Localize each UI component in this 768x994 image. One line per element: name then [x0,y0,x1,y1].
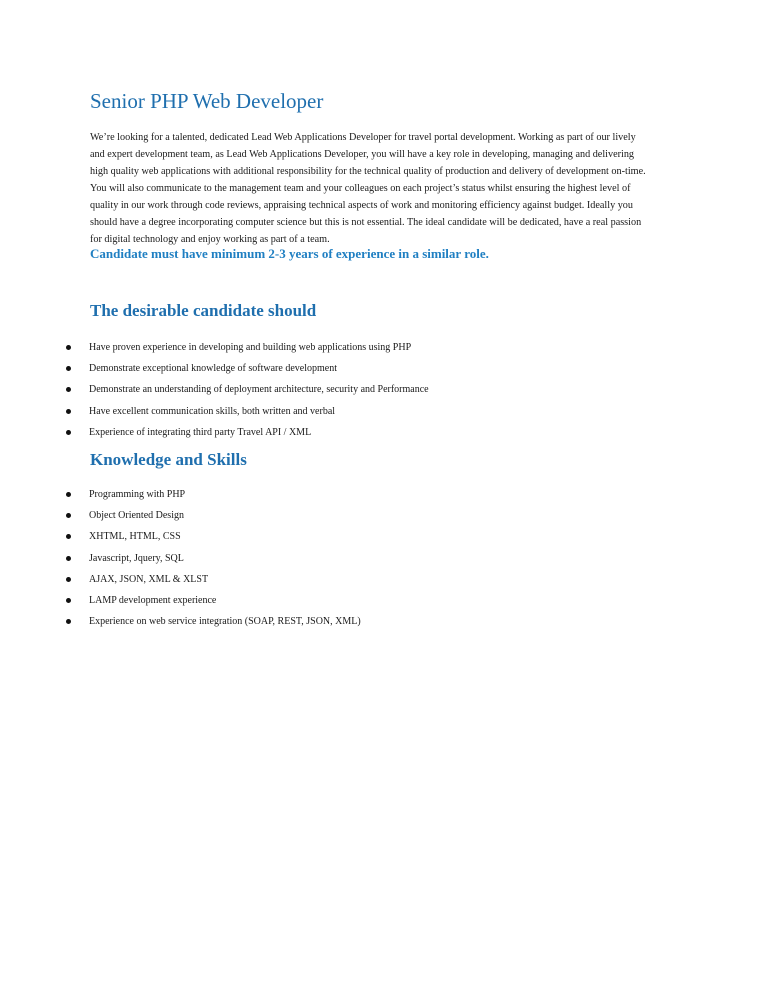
bullet-icon [66,577,71,582]
list-item [0,405,429,426]
list-item-text: Demonstrate exceptional knowledge of software development [89,363,337,375]
list-item-text: Have proven experience in developing and building web applications using PHP [89,342,412,353]
list-item [0,552,361,573]
list-item-text: Javascript, Jquery, SQL [89,552,184,564]
list-item-text: XHTML, HTML, CSS [89,531,181,543]
list-item-text: Have excellent communication skills, both written and verbal [89,405,336,417]
skills-list [0,488,361,636]
list-item [0,594,361,615]
list-item-text: Demonstrate an understanding of deployment architecture, security and Performance [89,384,429,396]
intro-paragraph [90,129,690,248]
intro-line: and expert development team, as Lead Web Applications Developer, you will have a key role in developing, managing and delivering [90,149,635,160]
list-item-text: Object Oriented Design [89,510,184,522]
list-item [0,615,361,636]
skills-heading: Knowledge and Skills [90,450,247,469]
bullet-icon [66,387,71,392]
list-item-text: Programming with PHP [89,489,186,500]
bullet-icon [66,366,71,371]
intro-line: quality in our work through code reviews, appraising technical aspects of work and monitoring efficiency against budget. Ideally you [90,200,633,211]
bullet-icon [66,513,71,518]
list-item [0,383,429,404]
experience-requirement: Candidate must have minimum 2-3 years of experience in a similar role. [90,246,489,261]
list-item [0,573,361,594]
bullet-icon [66,619,71,624]
desirable-list [0,341,429,447]
list-item-text: Experience of integrating third party Travel API / XML [89,426,312,438]
bullet-icon [66,556,71,561]
bullet-icon [66,534,71,539]
list-item [0,509,361,530]
list-item-text: AJAX, JSON, XML & XLST [89,573,209,585]
desirable-heading: The desirable candidate should [90,301,317,320]
list-item [0,341,429,362]
list-item [0,488,361,509]
list-item [0,530,361,551]
bullet-icon [66,430,71,435]
page-title: Senior PHP Web Developer [90,89,324,113]
bullet-icon [66,598,71,603]
intro-line: We’re looking for a talented, dedicated Lead Web Applications Developer for travel portal development. Working as part of our lively [90,132,636,143]
list-item-text: LAMP development experience [89,594,217,606]
intro-line: should have a degree incorporating computer science but this is not essential. The ideal candidate will be dedicated, have a real passion [90,217,642,228]
list-item [0,362,429,383]
intro-line: for digital technology and enjoy working as part of a team. [90,234,330,245]
list-item [0,426,429,447]
list-item-text: Experience on web service integration (SOAP, REST, JSON, XML) [89,616,361,628]
intro-line: You will also communicate to the management team and your colleagues on each project’s status whilst ensuring the highest level of [90,183,631,194]
intro-line: high quality web applications with additional responsibility for the technical quality of production and delivery of development on-time. [90,166,646,177]
bullet-icon [66,409,71,414]
bullet-icon [66,492,71,497]
bullet-icon [66,345,71,350]
